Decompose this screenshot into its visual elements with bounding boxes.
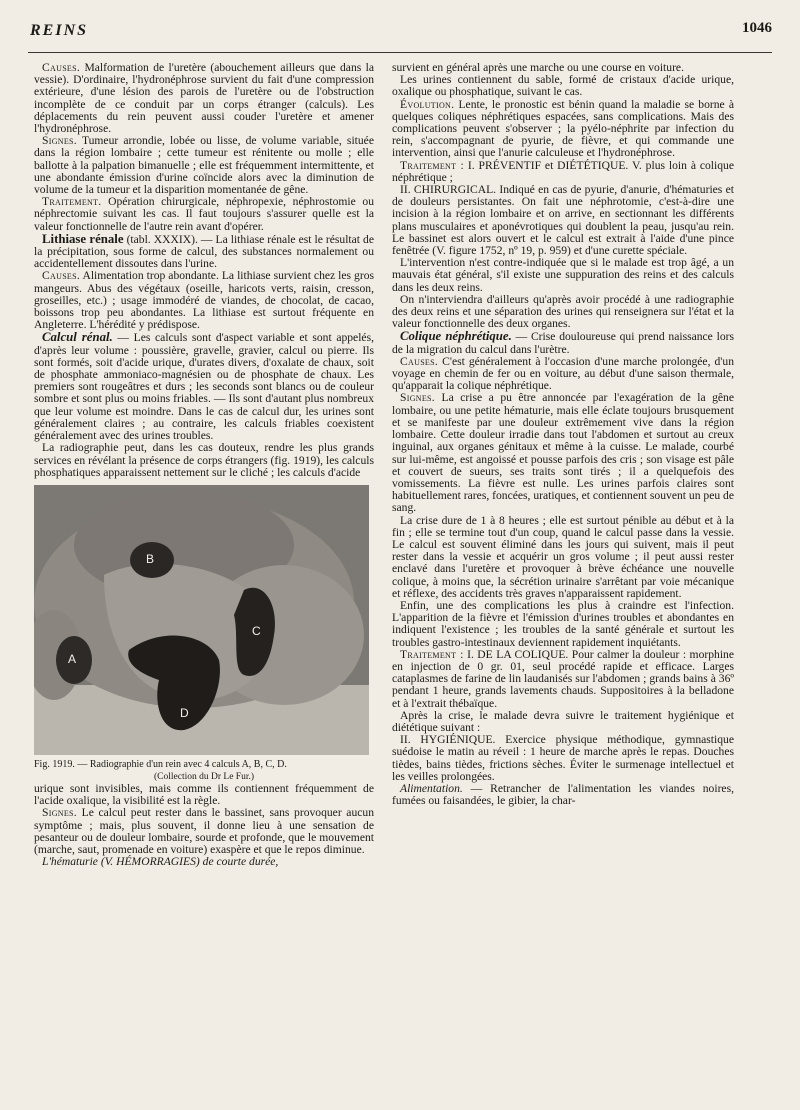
paragraph	[34, 783, 374, 807]
paragraph-text: survient en général après une marche ou une course en voiture.	[392, 61, 684, 74]
radiograph-figure	[34, 485, 369, 755]
paragraph	[34, 62, 374, 135]
paragraph	[392, 649, 734, 710]
stone-label-d: D	[180, 705, 189, 720]
section-head: Traitement :	[400, 158, 465, 172]
paragraph	[34, 196, 374, 233]
paragraph-text: Alimentation trop abondante. La lithiase survient chez les gros mangeurs. Abus des végétaux (oseille, haricots verts, raisin, cresson, groseilles, etc.) ; usage immodéré de viandes, de chocolat, de cacao, boissons trop peu abondantes. La lithiase est surtout fréquente en Angleterre. L'hérédité y prédispose.	[34, 269, 374, 332]
paragraph	[392, 710, 734, 734]
paragraph	[34, 442, 374, 479]
paragraph-text: — Crise douloureuse qui prend naissance lors de la migration du calcul dans l'urètre.	[392, 330, 734, 356]
paragraph-text: II. HYGIÉNIQUE. Exercice physique méthodique, gymnastique suédoise le matin au réveil : 1 heure de marche après le repas. Douches tièdes, bains tièdes, frictions sèches. Éviter le surmenage intellectuel et les veilles prolongées.	[392, 733, 734, 783]
header-rule	[28, 52, 772, 53]
paragraph-text: I. DE LA COLIQUE. Pour calmer la douleur : morphine en injection de 0 gr. 01, seul procédé rapide et efficace. Larges cataplasmes de farine de lin laudanisés sur l'abdomen ; grands bains à 36º pendant 1 heure, grands lavements chauds. Suppositoires à la belladone et à l'extrait thébaïque.	[392, 647, 734, 710]
paragraph-text: L'hématurie (V. HÉMORRAGIES) de courte durée,	[42, 855, 279, 869]
left-column	[34, 62, 374, 868]
paragraph-text: On n'interviendra d'ailleurs qu'après avoir procédé à une radiographie des deux reins et une séparation des urines qui renseignera sur l'état et la valeur fonctionnelle des deux organes.	[392, 292, 734, 331]
paragraph-text: — Les calculs sont d'aspect variable et sont appelés, d'après leur volume : poussière, gravelle, gravier, calcul ou pierre. Ils sont formés, soit d'acide urique, d'urates divers, d'oxalate de chaux, soit de phosphate ammoniaco-magnésien ou de phosphate de chaux. Les premiers sont rougeâtres et durs ; les seconds sont blancs ou de couleur sombre et sont plus ou moins friables. — Ils sont d'autant plus nombreux que leur volume est moindre. Dans le cas de calcul dur, les urines sont généralement claires ; au contraire, les calculs friables coexistent généralement avec des urines troubles.	[34, 331, 374, 443]
stone-label-b: B	[146, 551, 155, 566]
entry-title: Colique néphrétique.	[400, 329, 512, 344]
section-head: Causes.	[42, 61, 81, 74]
paragraph	[392, 294, 734, 331]
paragraph	[34, 233, 374, 271]
paragraph-text: C'est généralement à l'occasion d'une marche prolongée, d'un voyage en chemin de fer ou en voiture, au début d'une saison thermale, qu'apparait la colique néphrétique.	[392, 354, 734, 393]
paragraph-text: Après la crise, le malade devra suivre le traitement hygiénique et diététique suivant :	[392, 708, 734, 734]
radiograph-image	[34, 485, 369, 755]
paragraph	[392, 734, 734, 783]
paragraph	[392, 515, 734, 600]
paragraph-text: (tabl. XXXIX). — La lithiase rénale est le résultat de la précipitation, sous forme de calcul, des substances normalement ou accidentellement dissoutes dans l'urine.	[34, 232, 374, 271]
paragraph-text: urique sont invisibles, mais comme ils contiennent fréquemment de l'acide oxalique, la visibilité est la règle.	[34, 781, 374, 808]
section-head: Signes.	[42, 134, 78, 148]
figure-credit: (Collection du Dr Le Fur.)	[154, 771, 254, 782]
right-column	[392, 62, 734, 807]
section-head: Causes.	[400, 354, 439, 368]
stone-label-a: A	[68, 651, 77, 666]
stone-label-c: C	[252, 623, 261, 638]
section-head: Signes.	[400, 391, 436, 405]
paragraph	[34, 856, 374, 868]
paragraph-text: II. CHIRURGICAL. Indiqué en cas de pyurie, d'anurie, d'hématuries et de douleurs persistantes. On fait une néphrotomie, c'est-à-dire une incision à la région lombaire et on arrive, en sectionnant les différents plans musculaires et aponévrotiques qui doublent la peau, jusqu'au rein. Le bassinet est alors ouvert et le calcul est extrait à l'aide d'une pince fenêtrée (V. figure 1752, nº 19, p. 959) et d'une curette spéciale.	[392, 183, 734, 258]
entry-title: Calcul rénal.	[42, 330, 113, 345]
paragraph-text: I. PRÉVENTIF et DIÉTÉTIQUE. V. plus loin à colique néphrétique ;	[392, 158, 734, 184]
page-number: 1046	[742, 20, 772, 36]
paragraph	[392, 600, 734, 649]
paragraph	[392, 356, 734, 393]
entry-title: Lithiase rénale	[42, 231, 124, 246]
paragraph	[34, 807, 374, 856]
paragraph-text: Malformation de l'uretère (abouchement ailleurs que dans la vessie). D'ordinaire, l'hydronéphrose survient du fait d'une compression extérieure, d'une lésion des parois de l'uretère ou de l'obstruction incomplète de ce conduit par un corps étranger (calculs). Les déplacements du rein peuvent aussi couder l'uretère et amener l'hydronéphrose.	[34, 61, 374, 136]
paragraph	[392, 392, 734, 514]
paragraph	[392, 160, 734, 184]
section-head: Causes.	[42, 269, 81, 283]
entry-title: Alimentation.	[400, 781, 463, 795]
section-head: Traitement.	[42, 195, 102, 209]
paragraph-text: Le calcul peut rester dans le bassinet, sans provoquer aucun symptôme ; mais, plus souvent, il donne lieu à une sensation de pesanteur ou de douleur lombaire, sourde et profonde, que le mouvement (marche, saut, promenade en voiture) exaspère et que le repos diminue.	[34, 806, 374, 856]
paragraph	[392, 257, 734, 294]
paragraph-text: — Retrancher de l'alimentation les viandes noires, fumées ou faisandées, le gibier, la char-	[392, 781, 734, 808]
paragraph	[34, 331, 374, 442]
paragraph-text: La crise dure de 1 à 8 heures ; elle est surtout pénible au début et à la fin ; elle se termine tout d'un coup, quand le calcul passe dans la vessie. Le calcul est souvent éliminé dans les jours qui suivent, mais il peut rester dans la vessie et acquérir un gros volume ; il peut aussi rester enclavé dans l'uretère et provoquer à brève échéance une nouvelle colique, à moins que, la sécrétion urinaire s'arrêtant par voie mécanique et réflexe, des accidents très graves n'apparaissent rapidement.	[392, 513, 734, 600]
paragraph	[392, 99, 734, 160]
paragraph	[392, 184, 734, 257]
paragraph	[392, 783, 734, 807]
paragraph-text: Opération chirurgicale, néphropexie, néphrostomie ou néphrectomie suivant les cas. Il faut toujours s'assurer quelle est la valeur fonctionnelle de l'autre rein avant d'opérer.	[34, 195, 374, 233]
paragraph-text: Les urines contiennent du sable, formé de cristaux d'acide urique, oxalique ou phosphatique, suivant le cas.	[392, 73, 734, 99]
paragraph	[392, 74, 734, 98]
paragraph-text: Enfin, une des complications les plus à craindre est l'infection. L'apparition de la fièvre et l'émission d'urines troubles et abondantes en indiquent l'existence ; les troubles de la santé générale et surtout les troubles gastro-intestinaux deviennent rapidement inquiétants.	[392, 598, 734, 649]
figure-caption: Fig. 1919. — Radiographie d'un rein avec 4 calculs A, B, C, D.	[34, 758, 287, 770]
paragraph	[34, 135, 374, 196]
paragraph-text: Tumeur arrondie, lobée ou lisse, de volume variable, située dans la région lombaire ; cette tumeur est rénitente ou molle ; elle ballotte à la palpation bimanuelle ; elle est fréquemment intermittente, et une abondante émission d'urine coïncide alors avec la diminution de volume de la tumeur et la disparition momentanée de gêne.	[34, 134, 374, 197]
paragraph	[392, 330, 734, 355]
paragraph	[34, 270, 374, 331]
section-head: Signes.	[42, 806, 78, 820]
paragraph-text: La radiographie peut, dans les cas douteux, rendre les plus grands services en révélant la présence de corps étrangers (fig. 1919), les calculs phosphatiques apparaissent nettement sur le cliché ; les calculs d'acide	[34, 441, 374, 479]
paragraph-text: Lente, le pronostic est bénin quand la maladie se borne à quelques coliques néphrétiques espacées, sans complications. Mais des complications peuvent s'observer ; la pyélo-néphrite par infection du rein, s'accompagnant de pyurie, de fièvre, et qui commande une intervention, ainsi que l'anurie calculeuse et l'hydronéphrose.	[392, 97, 734, 160]
section-head: Évolution.	[400, 97, 455, 111]
running-head: REINS	[30, 22, 89, 39]
paragraph-text: L'intervention n'est contre-indiquée que si le malade est trop âgé, a un mauvais état général, s'il existe une suppuration des reins et des calculs dans les deux reins.	[392, 256, 734, 294]
section-head: Traitement :	[400, 647, 464, 661]
paragraph-text: La crise a pu être annoncée par l'exagération de la gêne lombaire, ou une petite hématurie, mais elle éclate toujours brusquement et se manifeste par une douleur extrêmement vive dans la région lombaire. Cette douleur irradie dans tout l'abdomen et surtout au creux inguinal, aux organes génitaux et même à la cuisse. Le malade, courbé sur lui-même, est angoissé et pousse parfois des cris ; son visage est pâle et couvert de sueurs, ses traits sont tirés ; il a quelquefois des vomissements. La fièvre est nulle. Les urines parfois claires sont habituellement rares, foncées, uratiques, et contiennent souvent un peu de sang.	[392, 391, 734, 515]
